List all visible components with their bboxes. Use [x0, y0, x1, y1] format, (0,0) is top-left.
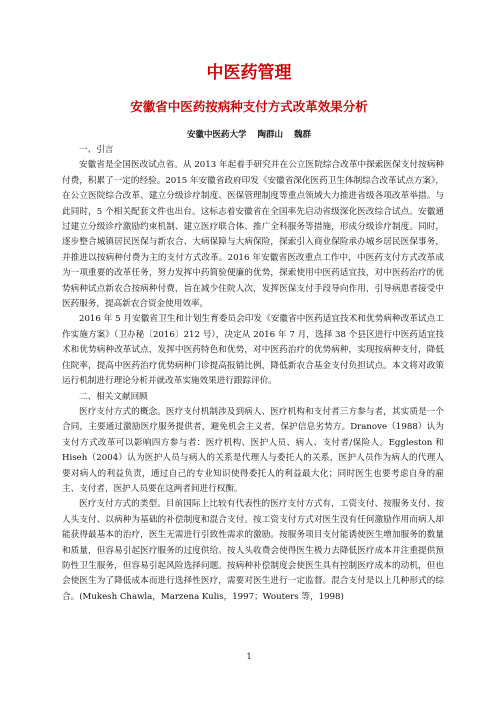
author-name: 魏群 — [293, 130, 311, 140]
author-name: 陶群山 — [257, 130, 283, 140]
section-title: 中医药管理 — [206, 63, 292, 83]
author-line — [0, 128, 498, 140]
article-body — [62, 143, 444, 605]
page-number: 1 — [246, 652, 252, 661]
body-paragraph: 2016 年 5 月安徽省卫生和计划生育委员会印发《安徽省中医药适宜技术和优势病种改革试点工作实施方案》（卫办秘〔2016〕212 号），决定从 2016 年 7 月，选择 38 个县区进行中医药适宜技术和优势病种改革试点，发挥中医药特色和优势，对中医药治疗的优势病种，实现按病种支付，降低住院率，提高中医药治疗优势病种门诊提高报销比例，降低新农合基金支付负担试点。本文将对政策运行机制进行理论分析并就改革实施效果进行跟踪评价。 — [62, 314, 444, 387]
article-title: 安徽省中医药按病种支付方式改革效果分析 — [130, 99, 368, 114]
section-heading: 一、引言 — [79, 145, 114, 155]
section-heading: 二、相关文献回顾 — [79, 391, 148, 402]
body-paragraph: 安徽省是全国医改试点省。从 2013 年起着手研究并在公立医院综合改革中探索医保支付按病种付费，积累了一定的经验。2015 年安徽省政府印发《安徽省深化医药卫生体制综合改革试点方案》，在公立医院综合改革、建立分级诊疗制度、医保管理制度等重点领域大力推进省级各项改革举措。与此同时，5 个相关配套文件也出台。这标志着安徽省在全国率先启动省级深化医改综合试点。安徽通过建立分级诊疗激励约束机制、建立医疗联合体、推广全科服务等措施，形成分级诊疗制度。同时，逐步整合城镇居民医保与新农合、大病保障与大病保险，探索引入商业保险承办城乡居民医保事务，并推进以按病种付费为主的支付方式改革。2016 年安徽省医改重点工作中，中医药支付方式改革成为一项重要的改革任务，努力发挥中药简验便廉的优势，探索使用中医药适宜技，对中医药治疗的优势病种试点新农合按病种付费，旨在减少住院人次，发挥医保支付手段导向作用，引导病患者接受中医药服务，提高新农合资金使用效率。 — [62, 160, 444, 310]
author-affiliation: 安徽中医药大学 — [187, 130, 247, 140]
body-paragraph: 医疗支付方式的类型。目前国际上比较有代表性的医疗支付方式有，工资支付、按服务支付、按人头支付、以病种为基础的补偿制度和混合支付。按工资支付方式对医生没有任何激励作用而病人却能获得最基本的治疗，医生无需进行引致性需求的激励。按服务项目支付能诱使医生增加服务的数量和质量，但容易引起医疗服务的过度供给。按人头收费会使得医生极力去降低医疗成本并注重提供预防性卫生服务，但容易引起风险选择问题。按病种补偿制度会使医生具有控制医疗成本的动机，但也会使医生为了降低成本而进行选择性医疗，需要对医生进行一定监督。混合支付是以上几种形式的综合。(Mukesh Chawla，Marzena Kulis，1997；Wouters 等，1998) — [62, 499, 444, 602]
body-paragraph: 医疗支付方式的概念。医疗支付机制涉及到病人、医疗机构和支付者三方参与者，其实质是一个合同，主要通过激励医疗服务提供者，避免机会主义者，保护信息劣势方。Dranove（1988）认为支付方式改革可以影响四方参与者：医疗机构、医护人员、病人、支付者/保险人。Eggleston 和 Hiseh（2004）认为医护人员与病人的关系是代理人与委托人的关系，医护人员作为病人的代理人要对病人的利益负责，通过自己的专业知识使得委托人的利益最大化；同时医生也要考虑自身的雇主、支付者，医护人员要在这两者间进行权衡。 — [62, 406, 444, 494]
